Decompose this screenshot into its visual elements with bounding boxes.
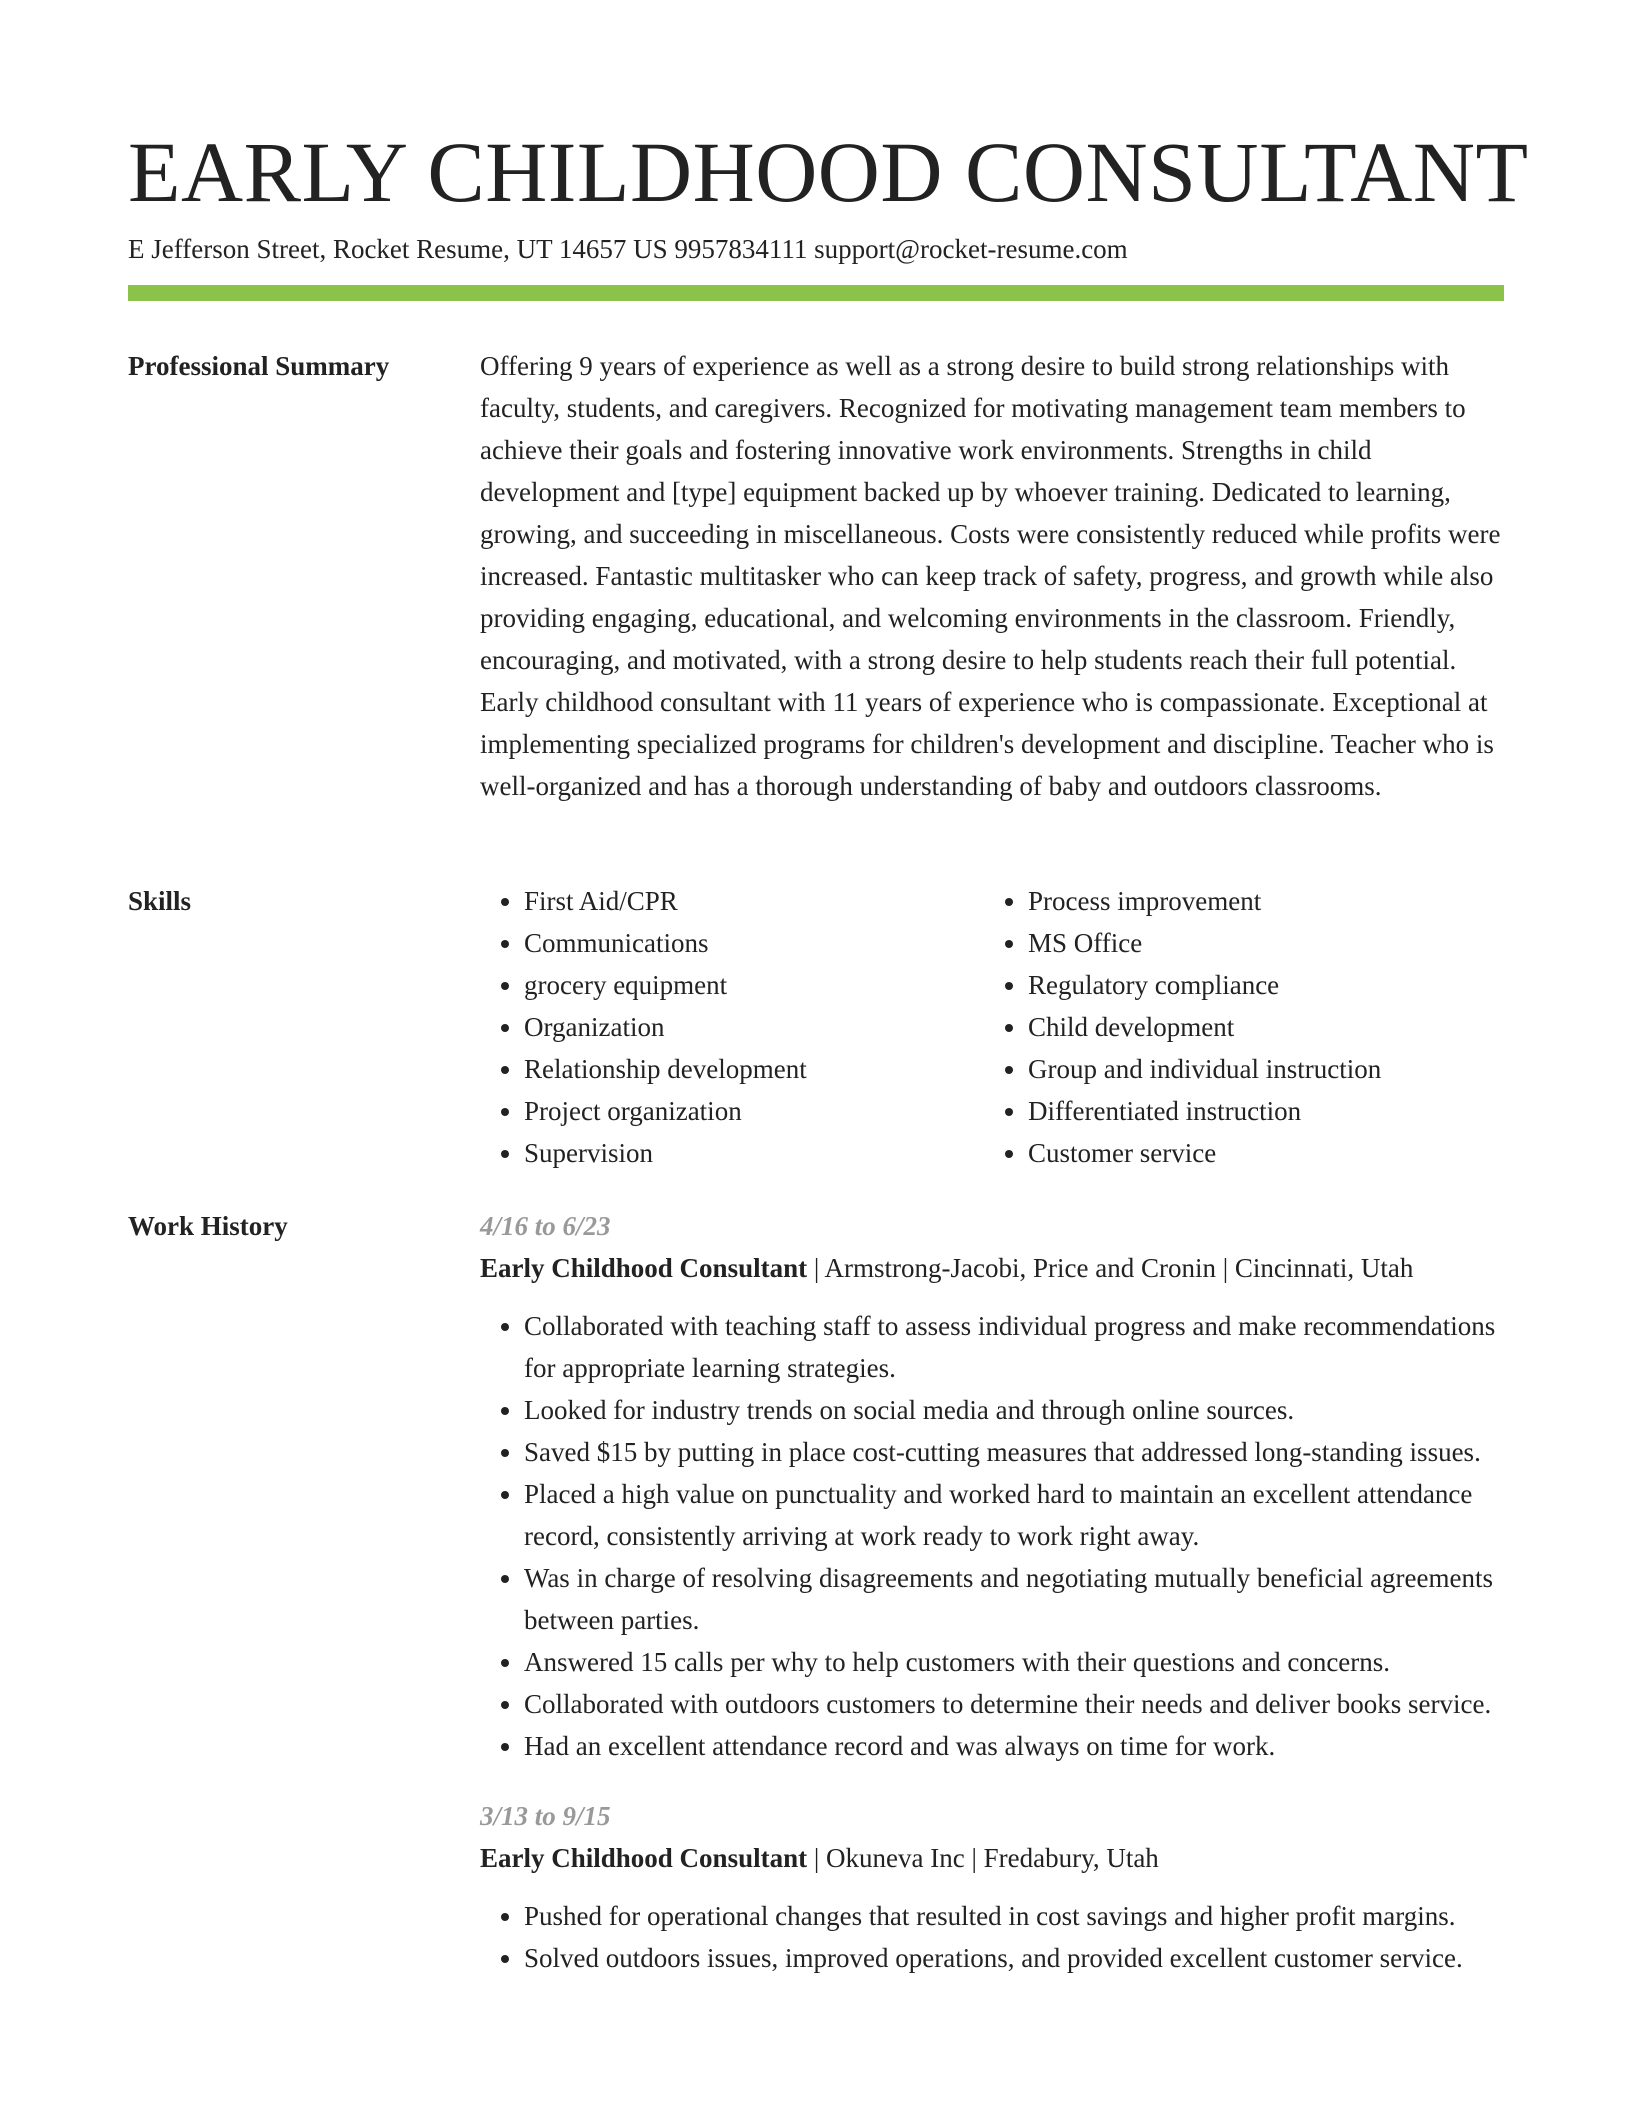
section-title-work: Work History <box>128 1211 288 1241</box>
job-employer-location: | Okuneva Inc | Fredabury, Utah <box>807 1843 1159 1873</box>
skill-item: • Process improvement <box>1028 880 1488 922</box>
header-divider <box>128 285 1504 301</box>
job-bullet: • Looked for industry trends on social media and through online sources. <box>524 1389 1504 1431</box>
job-dates: 4/16 to 6/23 <box>480 1211 611 1241</box>
job-bullet: • Was in charge of resolving disagreements and negotiating mutually beneficial agreements between parties. <box>524 1557 1504 1641</box>
skill-item: • First Aid/CPR <box>524 880 984 922</box>
skill-item: • Communications <box>524 922 984 964</box>
skill-item: • Supervision <box>524 1132 984 1174</box>
skills-column-left <box>480 880 984 1174</box>
skills-body <box>480 880 1504 1174</box>
summary-body <box>480 345 1504 807</box>
job-entry <box>480 1795 1504 1979</box>
skills-columns <box>480 880 1504 1174</box>
job-bullet: • Pushed for operational changes that resulted in cost savings and higher profit margins. <box>524 1895 1504 1937</box>
contact-line: E Jefferson Street, Rocket Resume, UT 14657 US 9957834111 support@rocket-resume.com <box>128 234 1128 264</box>
summary-text: Offering 9 years of experience as well as a strong desire to build strong relationships with faculty, students, and caregivers. Recognized for motivating management team members to achieve their goals and fostering innovative work environments. Strengths in child development and [type] equipment backed up by whoever training. Dedicated to learning, growing, and succeeding in miscellaneous. Costs were consistently reduced while profits were increased. Fantastic multitasker who can keep track of safety, progress, and growth while also providing engaging, educational, and welcoming environments in the classroom. Friendly, encouraging, and motivated, with a strong desire to help students reach their full potential. Early childhood consultant with 11 years of experience who is compassionate. Exceptional at implementing specialized programs for children's development and discipline. Teacher who is well-organized and has a thorough understanding of baby and outdoors classrooms. <box>480 351 1501 801</box>
skill-item: • Customer service <box>1028 1132 1488 1174</box>
skill-item: • Group and individual instruction <box>1028 1048 1488 1090</box>
job-entry <box>480 1205 1504 1767</box>
job-bullet: • Had an excellent attendance record and was always on time for work. <box>524 1725 1504 1767</box>
job-title-line <box>480 1837 1504 1879</box>
skill-item: • Relationship development <box>524 1048 984 1090</box>
section-title-summary: Professional Summary <box>128 351 390 381</box>
job-bullet: • Saved $15 by putting in place cost-cutting measures that addressed long-standing issues. <box>524 1431 1504 1473</box>
skill-item: • Differentiated instruction <box>1028 1090 1488 1132</box>
job-bullet: • Placed a high value on punctuality and worked hard to maintain an excellent attendance record, consistently arriving at work ready to work right away. <box>524 1473 1504 1557</box>
skills-column-right <box>984 880 1488 1174</box>
skill-item: • Organization <box>524 1006 984 1048</box>
section-title-skills: Skills <box>128 886 192 916</box>
job-bullet: • Answered 15 calls per why to help customers with their questions and concerns. <box>524 1641 1504 1683</box>
skill-item: • Child development <box>1028 1006 1488 1048</box>
job-bullet: • Collaborated with teaching staff to assess individual progress and make recommendations for appropriate learning strategies. <box>524 1305 1504 1389</box>
resume-name: EARLY CHILDHOOD CONSULTANT <box>128 124 1529 220</box>
job-dates: 3/13 to 9/15 <box>480 1801 611 1831</box>
skill-item: • grocery equipment <box>524 964 984 1006</box>
job-title-line <box>480 1247 1504 1289</box>
job-bullets <box>480 1895 1504 1979</box>
job-bullets <box>480 1305 1504 1767</box>
skill-item: • Project organization <box>524 1090 984 1132</box>
skill-item: • MS Office <box>1028 922 1488 964</box>
job-title: Early Childhood Consultant <box>480 1843 808 1873</box>
job-employer-location: | Armstrong-Jacobi, Price and Cronin | Cincinnati, Utah <box>807 1253 1414 1283</box>
job-title: Early Childhood Consultant <box>480 1253 808 1283</box>
skill-item: • Regulatory compliance <box>1028 964 1488 1006</box>
job-bullet: • Collaborated with outdoors customers to determine their needs and deliver books service. <box>524 1683 1504 1725</box>
job-bullet: • Solved outdoors issues, improved operations, and provided excellent customer service. <box>524 1937 1504 1979</box>
work-body <box>480 1205 1504 2007</box>
